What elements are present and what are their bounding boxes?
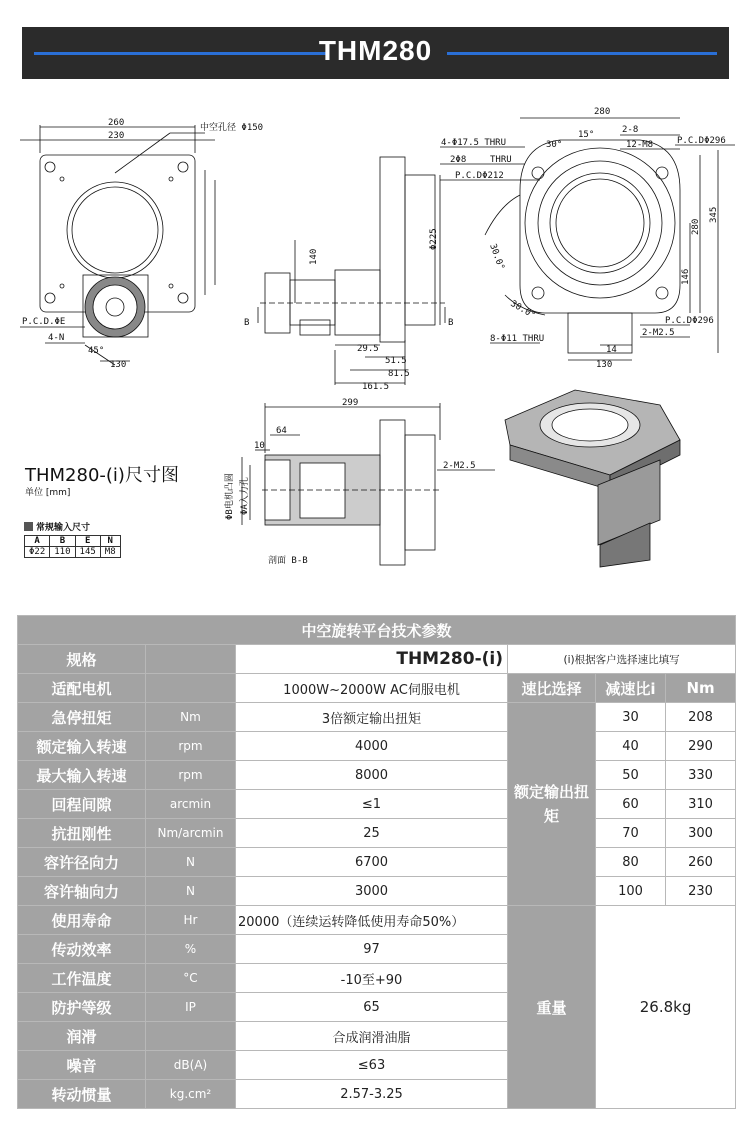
input-value-b: 110 [50,547,75,558]
dim-10: 10 [254,441,265,451]
spec-row-unit: °C [146,964,236,993]
input-value-a: Φ22 [25,547,50,558]
dim-thru: THRU [490,155,512,165]
spec-row-label: 容许径向力 [18,848,146,877]
dim-30deg: 30° [546,140,563,150]
spec-row-label: 润滑 [18,1022,146,1051]
torque-value: 208 [666,703,736,732]
dim-8-phi11: 8-Φ11 THRU [490,334,545,344]
dim-29-5: 29.5 [357,344,379,354]
spec-row-value: ≤63 [236,1051,508,1080]
torque-value: 310 [666,790,736,819]
side-view-labels [244,228,453,392]
motor-value: 1000W~2000W AC伺服电机 [236,674,508,703]
dim-phia: ΦA入力孔 [240,477,250,515]
input-header-a: A [25,536,50,547]
spec-row-label: 工作温度 [18,964,146,993]
dim-130: 130 [110,360,127,370]
spec-row-label: 使用寿命 [18,906,146,935]
spec-title: 中空旋转平台技术参数 [18,616,736,645]
dim-2-m2-5: 2-M2.5 [642,328,675,338]
torque-value: 330 [666,761,736,790]
torque-value: 300 [666,819,736,848]
dim-280-side: 280 [691,218,701,235]
spec-row-label: 防护等级 [18,993,146,1022]
torque-value: 230 [666,877,736,906]
rated-torque-label: 额定输出扭矩 [508,703,596,906]
spec-row-unit: IP [146,993,236,1022]
ratio-value: 50 [596,761,666,790]
spec-row-value: 20000（连续运转降低使用寿命50%） [236,906,508,935]
model-value: THM280-(i) [236,645,508,674]
dim-pcd212: P.C.DΦ212 [455,171,504,181]
unit-label: 单位 [mm] [25,488,71,498]
section-caption: 剖面 B-B [268,556,308,566]
dim-2phi8: 2Φ8 [450,155,467,165]
spec-row-value: 合成润滑油脂 [236,1022,508,1051]
input-value-e: 145 [75,547,100,558]
square-bullet-icon [24,522,33,531]
ratio-value: 70 [596,819,666,848]
input-header-b: B [50,536,75,547]
front-view-drawing [20,125,215,365]
spec-row-label: 急停扭矩 [18,703,146,732]
spec-row-unit: arcmin [146,790,236,819]
input-value-n: M8 [100,547,120,558]
spec-row-value: 8000 [236,761,508,790]
dim-45deg: 45° [88,346,105,356]
page-title: THM280 [318,35,433,66]
spec-row-value: 4000 [236,732,508,761]
spec-row-value: -10至+90 [236,964,508,993]
dim-30-0deg-bottom: 30.0° [508,298,537,322]
spec-row-value: 25 [236,819,508,848]
dim-140: 140 [309,248,319,265]
spec-row-unit: Hr [146,906,236,935]
spec-row-value: 6700 [236,848,508,877]
spec-row-unit: Nm/arcmin [146,819,236,848]
spec-row-value: 2.57-3.25 [236,1080,508,1109]
section-mark-right: B [448,318,454,328]
spec-row-unit: dB(A) [146,1051,236,1080]
dim-260: 260 [108,118,125,128]
spec-row-label: 最大输入转速 [18,761,146,790]
dim-81-5: 81.5 [388,369,410,379]
spec-row-unit: N [146,848,236,877]
spec-row-unit: % [146,935,236,964]
spec-row-unit: kg.cm² [146,1080,236,1109]
ratio-value: 60 [596,790,666,819]
ratio-select-label: 速比选择 [508,674,596,703]
dim-pcd-e: P.C.D.ΦE [22,317,66,327]
motor-unit [146,674,236,703]
input-header-n: N [100,536,120,547]
product-render [505,390,680,567]
dim-12-m8: 12-M8 [626,140,654,150]
dim-230: 230 [108,131,125,141]
dim-hollow-bore: 中空孔径 Φ150 [200,123,264,133]
dim-161-5: 161.5 [362,382,390,392]
dim-2-8-pins: 2-8 [622,125,639,135]
spec-row-value: 3000 [236,877,508,906]
model-note: (i)根据客户选择速比填写 [508,645,736,674]
model-label: 规格 [18,645,146,674]
technical-drawings [0,95,750,585]
dim-4-phi17-5: 4-Φ17.5 THRU [441,138,507,148]
ratio-value: 30 [596,703,666,732]
right-view-labels [441,107,726,370]
dim-phib: ΦB电机凸圆 [225,473,235,520]
dim-51-5: 51.5 [385,356,407,366]
spec-row-label: 额定输入转速 [18,732,146,761]
front-view-labels [22,118,263,370]
spec-row-label: 传动效率 [18,935,146,964]
spec-row-label: 容许轴向力 [18,877,146,906]
spec-row-unit: rpm [146,732,236,761]
dim-pcd296-bottom: P.C.DΦ296 [665,316,714,326]
torque-value: 260 [666,848,736,877]
torque-value: 290 [666,732,736,761]
ratio-header: 减速比i [596,674,666,703]
spec-row-unit: rpm [146,761,236,790]
model-unit [146,645,236,674]
spec-row-value: 3倍额定输出扭矩 [236,703,508,732]
dim-phi225: Φ225 [429,228,439,250]
dim-130-right: 130 [596,360,613,370]
header-banner [22,27,729,79]
input-size-title-text: 常规输入尺寸 [36,523,91,533]
dim-280-top: 280 [594,107,611,117]
weight-label: 重量 [508,906,596,1109]
spec-row-unit: Nm [146,703,236,732]
ratio-value: 40 [596,732,666,761]
input-size-title [24,520,90,533]
spec-row-label: 转动惯量 [18,1080,146,1109]
motor-label: 适配电机 [18,674,146,703]
dim-345: 345 [709,206,719,223]
spec-row-unit [146,1022,236,1051]
ratio-value: 100 [596,877,666,906]
dim-30-0deg-left: 30.0° [487,242,506,272]
spec-row-value: 97 [236,935,508,964]
dim-299: 299 [342,398,359,408]
dim-14: 14 [606,345,617,355]
spec-row-label: 抗扭刚性 [18,819,146,848]
spec-row-label: 噪音 [18,1051,146,1080]
dim-4n: 4-N [48,333,65,343]
spec-row-value: 65 [236,993,508,1022]
dim-64: 64 [276,426,287,436]
drawing-title: THM280-(i)尺寸图 [25,465,179,486]
weight-value: 26.8kg [596,906,736,1109]
spec-row-unit: N [146,877,236,906]
spec-table [17,615,736,1109]
dim-pcd296-top: P.C.DΦ296 [677,136,726,146]
dim-146: 146 [681,268,691,285]
ratio-value: 80 [596,848,666,877]
dim-2-m2-5-section: 2-M2.5 [443,461,476,471]
side-view-drawing [258,157,445,385]
spec-row-label: 回程间隙 [18,790,146,819]
input-size-table [24,535,121,558]
section-mark-left: B [244,318,250,328]
spec-row-value: ≤1 [236,790,508,819]
torque-header: Nm [666,674,736,703]
dim-15deg: 15° [578,130,595,140]
input-header-e: E [75,536,100,547]
